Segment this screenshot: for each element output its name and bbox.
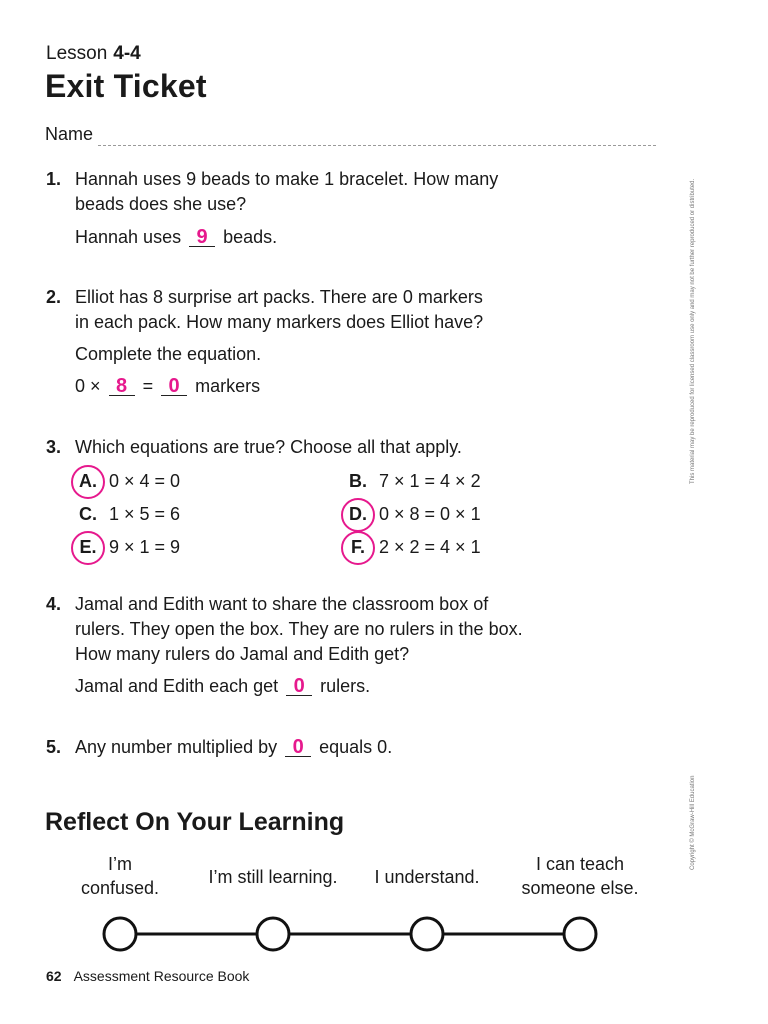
name-label: Name [45,124,94,144]
choice-letter: F. [345,534,371,560]
scale-circle-confused[interactable] [104,918,136,950]
choice-expression: 7 × 1 = 4 × 2 [379,471,481,491]
choice-expression: 1 × 5 = 6 [109,504,181,524]
choice-letter: B. [349,471,367,491]
choice-letter: A. [75,468,101,494]
question-text: Jamal and Edith want to share the classroom box of [75,594,489,614]
equation-line [75,374,555,399]
permission-note: This material may be reproduced for licensed classroom use only and may not be further reproduced or distributed. [690,178,696,484]
choice-expression: 0 × 4 = 0 [109,471,181,491]
question-text: rulers. They open the box. They are no rulers in the box. [75,619,523,639]
answer-blank[interactable] [109,377,135,396]
choice-letter: C. [79,504,97,524]
scale-circle-can-teach[interactable] [564,918,596,950]
label-line: I’m still learning. [208,867,338,887]
reflect-label-still-learning [208,865,337,889]
question-text: beads does she use? [75,194,247,214]
scale-circle-still-learning[interactable] [257,918,289,950]
question-number: 3. [46,437,62,457]
answer-blank[interactable] [286,677,312,696]
lesson-word: Lesson [46,43,108,64]
instruction-text: Complete the equation. [75,344,262,364]
question-number: 1. [46,169,62,189]
choice-a[interactable] [75,468,180,494]
answer-suffix: equals 0. [319,737,393,757]
choice-c[interactable] [75,501,180,527]
answer-suffix: rulers. [320,676,371,696]
reflect-label-understand [374,865,479,889]
answer-prefix: Jamal and Edith each get [75,676,279,696]
page-number: 62 [46,968,62,984]
question-number: 4. [46,594,62,614]
answer-line [75,735,555,760]
choice-expression: 9 × 1 = 9 [109,537,181,557]
answer-blank[interactable] [285,738,311,757]
equation-end: markers [195,376,261,396]
choice-e[interactable] [75,534,180,560]
reflect-heading: Reflect On Your Learning [45,808,345,836]
choice-f[interactable] [345,534,481,560]
answer-value: 0 [293,675,305,697]
answer-suffix: beads. [223,227,278,247]
scale-circle-understand[interactable] [411,918,443,950]
answer-blank[interactable] [161,377,187,396]
label-line: I understand. [374,867,480,887]
lesson-label [46,43,141,65]
reflect-scale [0,900,768,970]
lesson-number: 4-4 [113,43,141,64]
answer-line [75,674,555,699]
label-line: confused. [80,878,160,898]
label-line: someone else. [521,878,639,898]
answer-prefix: Any number multiplied by [75,737,278,757]
question-text: Which equations are true? Choose all that apply. [75,437,462,457]
equation-start: 0 × [75,376,101,396]
question-text: in each pack. How many markers does Elliot have? [75,312,484,332]
answer-value: 0 [292,736,304,758]
label-line: I’m [108,854,132,874]
reflect-label-can-teach [521,852,638,900]
choice-expression: 2 × 2 = 4 × 1 [379,537,481,557]
choice-d[interactable] [345,501,481,527]
page-title: Exit Ticket [45,68,207,104]
answer-line [75,225,555,250]
question-text: Elliot has 8 surprise art packs. There are 0 markers [75,287,483,307]
answer-value: 9 [196,226,208,248]
copyright-note: Copyright © McGraw-Hill Education [690,775,696,870]
choice-expression: 0 × 8 = 0 × 1 [379,504,481,524]
equals-sign: = [142,376,154,396]
book-title: Assessment Resource Book [73,968,250,984]
answer-value: 8 [115,375,128,397]
question-number: 2. [46,287,62,307]
name-field[interactable] [98,145,656,146]
question-number: 5. [46,737,62,757]
label-line: I can teach [535,854,625,874]
choice-b[interactable] [345,468,481,494]
answer-value: 0 [168,375,180,397]
choice-letter: D. [345,501,371,527]
answer-prefix: Hannah uses [75,227,182,247]
question-text: Hannah uses 9 beads to make 1 bracelet. How many [75,169,499,189]
answer-blank[interactable] [189,228,215,247]
question-text: How many rulers do Jamal and Edith get? [75,644,410,664]
page-footer [46,968,249,984]
choice-letter: E. [75,534,101,560]
reflect-label-confused [81,852,159,900]
